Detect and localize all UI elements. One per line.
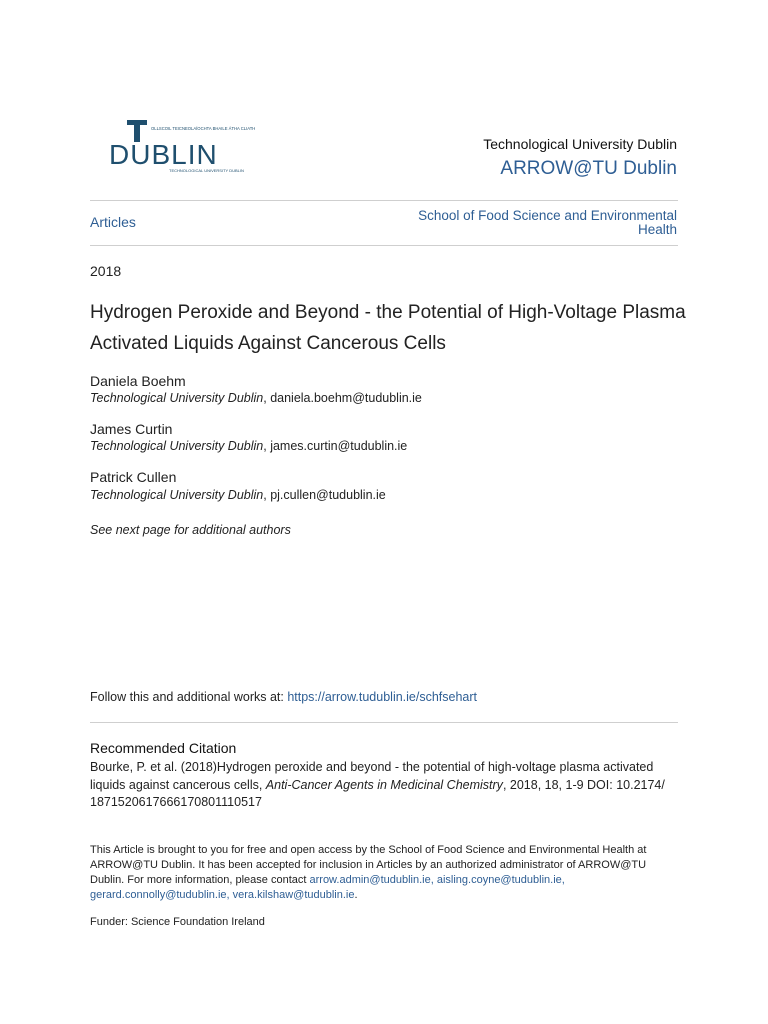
follow-text: Follow this and additional works at: xyxy=(90,690,288,704)
access-end: . xyxy=(354,889,358,901)
contact-emails-link[interactable]: arrow.admin@tudublin.ie, aisling.coyne@tudublin.ie, gerard.connolly@tudublin.ie, vera.kilshaw@tudublin.ie xyxy=(90,874,565,901)
citation-main: Bourke, P. et al. (2018)Hydrogen peroxide and beyond - the potential of high-voltage plasma activated liquids against cancerous cells, xyxy=(90,760,654,792)
journal-name: Anti-Cancer Agents in Medicinal Chemistry xyxy=(265,777,503,792)
author-affiliation xyxy=(90,488,386,502)
divider-top xyxy=(90,200,678,201)
collection-url-link[interactable]: https://arrow.tudublin.ie/schfsehart xyxy=(287,690,478,704)
author-email: , pj.cullen@tudublin.ie xyxy=(263,488,386,502)
citation-heading: Recommended Citation xyxy=(90,740,237,756)
divider-nav xyxy=(90,245,678,246)
logo-irish-text: OLLSCOIL TEICNEOLAÍOCHTA BHAILE ÁTHA CLIATH xyxy=(151,126,256,131)
additional-authors-note: See next page for additional authors xyxy=(90,523,291,537)
institution-name: Technological University Dublin xyxy=(483,136,677,152)
collection-link[interactable]: Articles xyxy=(90,214,136,230)
author-name: Daniela Boehm xyxy=(90,373,186,389)
affiliation-name: Technological University Dublin xyxy=(90,488,264,502)
affiliation-name: Technological University Dublin xyxy=(90,391,264,405)
author-name: James Curtin xyxy=(90,421,173,437)
tu-dublin-logo-icon xyxy=(91,118,256,180)
access-text: This Article is brought to you for free and open access by the School of Food Science and Environmental Health at ARROW@TU Dublin. It has been accepted for inclusion in Articles by an authorized administrator of ARROW@TU Dublin. For more information, please contact xyxy=(90,844,647,886)
citation-tail: , 2018, 18, 1-9 DOI: 10.2174/ 1871520617666170801110517 xyxy=(90,777,665,809)
citation-text xyxy=(90,759,680,812)
author-email: , daniela.boehm@tudublin.ie xyxy=(263,391,422,405)
open-access-statement xyxy=(90,843,680,903)
author-email: , james.curtin@tudublin.ie xyxy=(263,439,408,453)
author-affiliation xyxy=(90,391,422,405)
logo-english-text: TECHNOLOGICAL UNIVERSITY DUBLIN xyxy=(169,168,244,173)
publication-year: 2018 xyxy=(90,263,122,279)
tu-dublin-logo[interactable] xyxy=(91,118,256,180)
follow-line xyxy=(90,690,477,704)
school-link[interactable]: School of Food Science and Environmental Health xyxy=(418,208,677,237)
author-affiliation xyxy=(90,439,407,453)
divider-follow xyxy=(90,722,678,723)
funder-line: Funder: Science Foundation Ireland xyxy=(90,916,265,928)
affiliation-name: Technological University Dublin xyxy=(90,439,264,453)
author-name: Patrick Cullen xyxy=(90,469,177,485)
paper-title: Hydrogen Peroxide and Beyond - the Potential of High-Voltage Plasma Activated Liquids Against Cancerous Cells xyxy=(90,302,686,354)
repository-link[interactable]: ARROW@TU Dublin xyxy=(500,158,677,179)
logo-wordmark: DUBLIN xyxy=(109,139,218,170)
